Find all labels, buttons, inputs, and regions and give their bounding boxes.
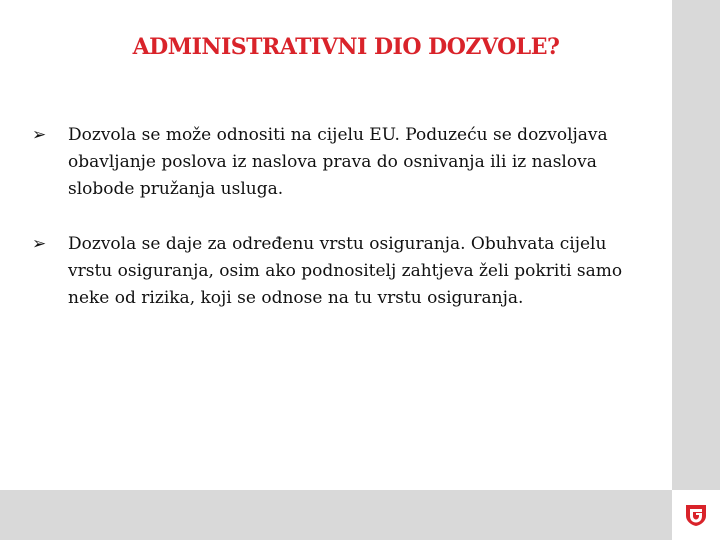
bottom-footer-bar bbox=[0, 490, 672, 540]
arrow-bullet-icon: ➢ bbox=[32, 125, 47, 145]
red-shield-logo-icon bbox=[684, 503, 708, 527]
bullet-text: Dozvola se može odnositi na cijelu EU. Poduzeću se dozvoljava obavljanje poslova iz naslova prava do osnivanja ili iz naslova slobode pružanja usluga. bbox=[68, 125, 608, 199]
slide-title: ADMINISTRATIVNI DIO DOZVOLE? bbox=[132, 34, 560, 60]
bullet-item bbox=[32, 122, 652, 203]
arrow-bullet-icon: ➢ bbox=[32, 234, 47, 254]
right-sidebar-bar bbox=[672, 0, 720, 540]
bullet-list bbox=[32, 122, 652, 340]
logo-container bbox=[672, 490, 720, 540]
bullet-text: Dozvola se daje za određenu vrstu osiguranja. Obuhvata cijelu vrstu osiguranja, osim ako podnositelj zahtjeva želi pokriti samo neke od rizika, koji se odnose na tu vrstu osiguranja. bbox=[68, 234, 623, 308]
bullet-item bbox=[32, 231, 652, 312]
